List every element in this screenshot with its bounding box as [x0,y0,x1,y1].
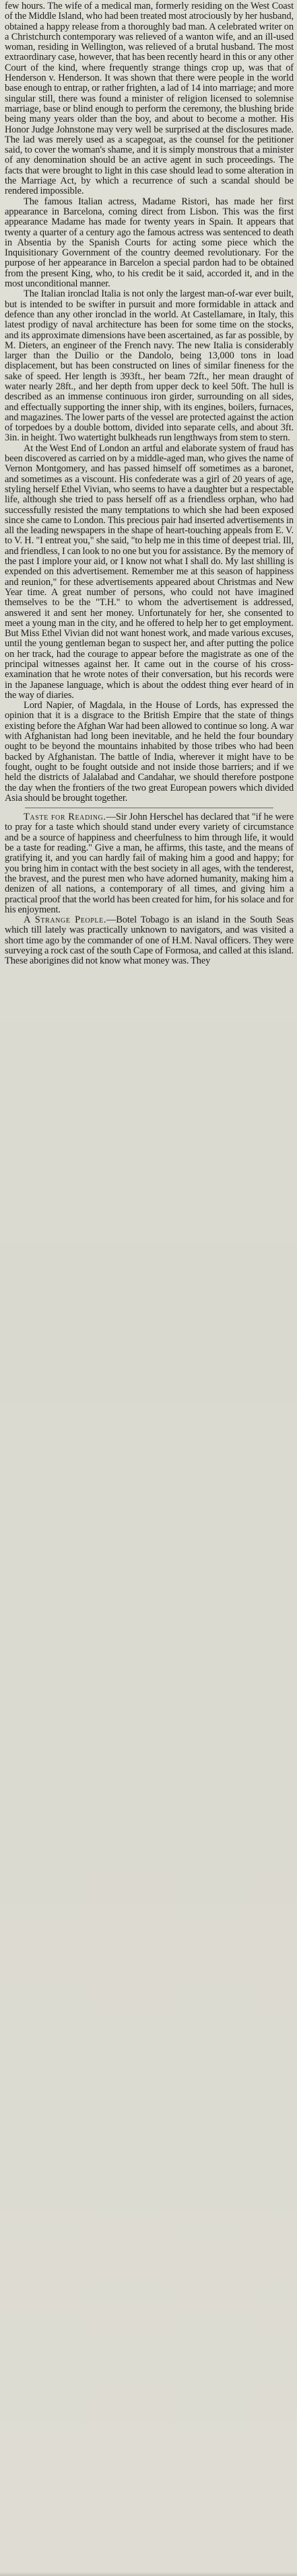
heading-taste-for-reading: Taste for Reading. [24,812,106,823]
body-taste-for-reading: —Sir John Herschel has declared that "if he were to pray for a taste which should stand under every variety of circumstance and be a source of happiness and cheerfulness to him through life, it would be a taste for reading." Give a man, he affirms, this taste, and the means of gratifying it, and you can hardly fail of making him a good and happy; for you bring him in contact with the best society in all ages, with the tenderest, the bravest, and the purest men who have adorned humanity, making him a denizen of all nations, a contemporary of all times, and giving him a practical proof that the world has been created for him, for his solace and for his enjoyment. [5,812,294,915]
body-strange-people: —Botel Tobago is an island in the South Seas which till lately was practically unknown to navigators, and was visited a short time ago by the commander of one of H.M. Naval officers. They were surveying a rock cast of the south Cape of Formosa, and called at this island. These aborigines did not know what money was. They [5,914,294,967]
heading-strange-people: A Strange People. [24,914,107,926]
paragraph-italia-ironclad: The Italian ironclad Italia is not only the largest man-of-war ever built, but is intended to be swifter in pursuit and more formidable in attack and defence than any other ironclad in the world. At Castellamare, in Italy, this latest prodigy of naval architecture has been for some time on the stocks, and its approximate dimensions have been ascertained, as far as possible, by M. Dieters, an engineer of the French navy. The new Italia is considerably larger than the Duilio or the Dandolo, being 13,000 tons in load displacement, but has been constructed on lines of similar fineness for the sake of speed. Her length is 393ft., her beam 72ft., her mean draught of water nearly 28ft., and her depth from upper deck to keel 50ft. The hull is described as an immense continuous iron girder, surrounding on all sides, and effectually supporting the inner ship, with its engines, boilers, furnaces, and magazines. The lower parts of the vessel are protected against the action of torpedoes by a double bottom, divided into separate cells, and about 3ft. 3in. in height. Two watertight bulkheads run lengthways from stem to stern. [5,288,294,444]
page-bottom-edge [0,2572,297,2576]
paragraph-west-end-fraud: At the West End of London an artful and elaborate system of fraud has been discovered as carried on by a middle-aged man, who gives the name of Vernon Montgomery, and has passed himself off sometimes as a baronet, and sometimes as a viscount. His confederate was a girl of 20 years of age, styling herself Ethel Vivian, who seems to have a daughter but a respectable life, although she tried to pass herself off as a friendless orphan, who had successfully resisted the many temptations to which she had been exposed since she came to London. This precious pair had inserted advertisements in all the leading newspapers in the shape of heart-touching appeals from E. V. to V. H. "I entreat you," she said, "to help me in this time of deepest trial. Ill, and friendless, I can look to no one but you for assistance. By the memory of the past I implore your aid, or I know not what I shall do. My last shilling is expended on this advertisement. Remember me at this season of happiness and reunion," for these advertisements appeared about Christmas and New Year time. A great number of persons, who could not have imagined themselves to be the "T.H." to whom the advertisement is addressed, answered it and sent her money. Unfortunately for her, she consented to meet a young man in the city, and he offered to help her to get employment. But Miss Ethel Vivian did not want honest work, and made various excuses, until the young gentleman began to suspect her, and after putting the police on her track, had the courage to appear before the magistrate as one of the principal witnesses against her. It came out in the course of his cross-examination that he wrote notes of their conversation, but his records were in the Japanese language, which is about the oddest thing ever heard of in the way of diaries. [5,442,294,701]
paragraph-divorce-court: few hours. The wife of a medical man, formerly residing on the West Coast of the Middle Island, who had been treated most atrociously by her husband, obtained a happy release from a thoroughly bad man. A celebrated writer on a Christchurch contemporary was relieved of a wanton wife, and an ill-used woman, residing in Wellington, was relieved of a brutal husband. The most extraordinary case, however, that has been recently heard in this or any other Court of the kind, where frequently strange things crop up, was that of Henderson v. Henderson. It was shown that there were people in the world base enough to entrap, or rather frighten, a lad of 14 into marriage; and more singular still, there was found a minister of religion licensed to solemnise marriage, base or blind enough to perform the ceremony, the blushing bride being many years older than the boy, and about to become a mother. His Honor Judge Johnstone may very well be surprised at the disclosures made. The lad was merely used as a scapegoat, as the counsel for the petitioner said, to cover the woman's shame, and it is simply monstrous that a minister of any denomination should be an active agent in such proceedings. The facts that were brought to light in this case should lead to some alteration in the Marriage Act, by which a recurrence of such a scandal should be rendered impossible. [5,1,294,197]
paragraph-taste-for-reading [5,812,294,915]
paragraph-ristori: The famous Italian actress, Madame Ristori, has made her first appearance in Barcelona, coming direct from Lisbon. This was the first appearance Madame has made for twenty years in Spain. It appears that twenty a quarter of a century ago the famous actress was sentenced to death in Absentia by the Spanish Courts for acting some piece which the Inquisitionary Government of the country deemed revolutionary. For the purpose of her appearance in Barcelon a special pardon had to be obtained from the present King, who, to his credit be it said, accorded it, and in the most unconditional manner. [5,196,294,290]
article-column [5,1,294,967]
paragraph-strange-people [5,915,294,966]
paragraph-lord-napier: Lord Napier, of Magdala, in the House of Lords, has expressed the opinion that it is a disgrace to the British Empire that the state of things existing before the Afghan War had been allowed to continue so long. A war with Afghanistan had long been inevitable, and he held the four boundary ought to be beyond the mountains inhabited by those tribes who had been backed by Afghanistan. The battle of India, wherever it might have to be fought, ought to be fought outside and not inside those barriers; and if we held the districts of Jalalabad and Candahar, we should therefore postpone the day when the frontiers of the two great European powers which divided Asia should be brought together. [5,700,294,804]
